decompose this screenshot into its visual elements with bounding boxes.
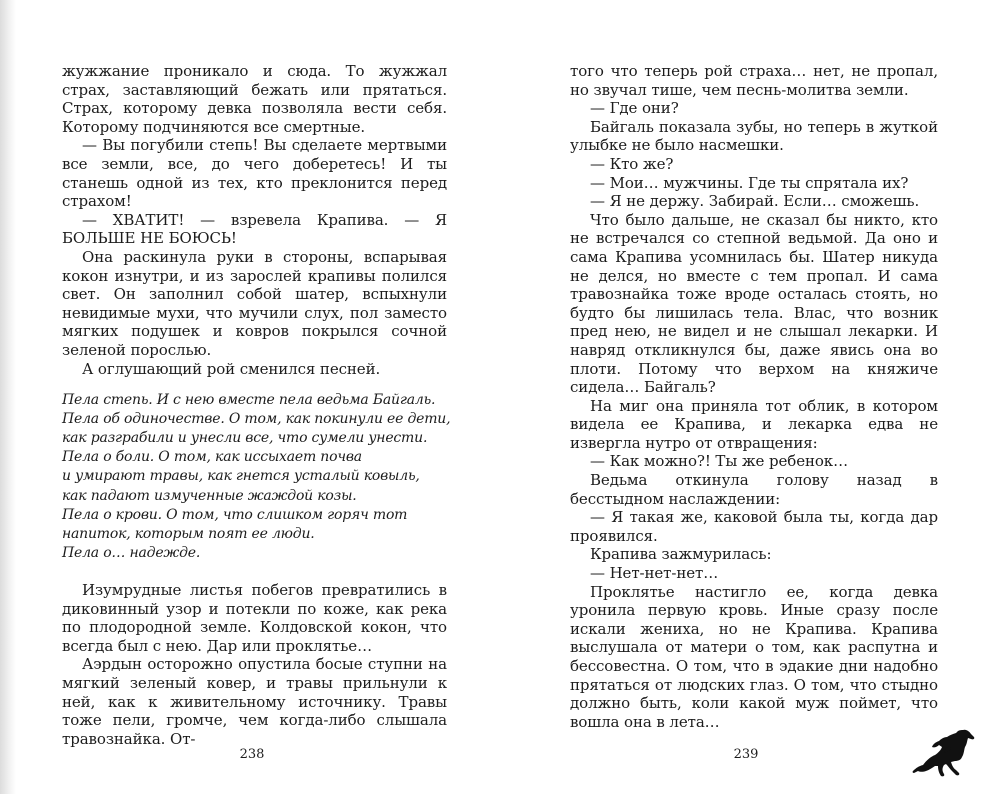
page-number-right: 239 (733, 747, 759, 762)
rearing-horse-icon (911, 728, 977, 778)
paragraph: Аэрдын осторожно опустила босые ступни на мягкий зеленый ковер, и травы прильнули к ней, как к живительному источнику. Травы тоже пели, громче, чем когда-либо слышала травознайка. От- (62, 655, 447, 748)
paragraph: Проклятье настигло ее, когда девка уронила первую кровь. Иные сразу после искали жениха, но не Крапива. Крапива выслушала от матери о том, как распутна и бессовестна. О том, что в эдакие дни надобно прятаться от людских глаз. О том, что стыдно должно быть, коли какой муж поймет, что вошла она в лета… (570, 582, 938, 731)
paragraph: — Как можно?! Ты же ребенок… (590, 452, 848, 471)
poem-line: как падают измученные жаждой козы. (62, 487, 357, 504)
paragraph: — Я не держу. Забирай. Если… сможешь. (590, 192, 920, 211)
paragraph: — Мои… мужчины. Где ты спрятала их? (590, 173, 909, 192)
book-spine-shadow (0, 0, 16, 794)
paragraph: Изумрудные листья побегов превратились в диковинный узор и потекли по коже, как река по плодородной земле. Колдовской кокон, что всегда был с нею. Дар или проклятье… (62, 580, 447, 655)
paragraph: жужжание проникало и сюда. То жужжал страх, заставляющий бежать или прятаться. Страх, которому девка позволяла вести себя. Которому подчиняются все смертные. (62, 62, 447, 136)
paragraph: Что было дальше, не сказал бы никто, кто не встречался со степной ведьмой. Да оно и сама Крапива усомнилась бы. Шатер никуда не делся, но вместе с тем пропал. И сама травознайка тоже вроде осталась стоять, но будто бы лишилась тела. Влас, что возник пред нею, не видел и не слышал лекарки. И навряд откликнулся бы, даже явись она во плоти. Потому что верхом на княжиче сидела… Байгаль? (570, 210, 938, 397)
paragraph: Байгаль показала зубы, но теперь в жуткой улыбке не было насмешки. (570, 117, 938, 155)
left-page (62, 62, 451, 748)
poem-line: Пела о боли. О том, как иссыхает почва (62, 449, 362, 466)
poem-line: как разграбили и унесли все, что сумели унести. (62, 430, 428, 447)
paragraph: А оглушающий рой сменился песней. (82, 359, 381, 378)
poem-line: Пела о крови. О том, что слишком горяч тот (62, 506, 408, 523)
poem-line: и умирают травы, как гнется усталый ковыль, (62, 468, 420, 485)
paragraph: — Где они? (590, 99, 679, 118)
right-page (570, 62, 938, 731)
paragraph: того что теперь рой страха… нет, не пропал, но звучал тише, чем песнь-молитва земли. (570, 62, 938, 99)
poem (62, 391, 451, 563)
paragraph: — Я такая же, каковой была ты, когда дар проявился. (570, 508, 938, 545)
paragraph: — Нет-нет-нет… (590, 564, 719, 583)
paragraph: — Кто же? (590, 154, 674, 173)
poem-line: Пела об одиночестве. О том, как покинули ее дети, (62, 411, 451, 428)
paragraph: Она раскинула руки в стороны, вспарывая кокон изнутри, и из зарослей крапивы полился свет. Он заполнил собой шатер, вспыхнули невидимые мухи, что мучили слух, пол заместо мягких подушек и ковров покрылся сочной зеленой порослью. (62, 247, 447, 359)
poem-line: Пела о… надежде. (62, 544, 201, 561)
paragraph: — ХВАТИТ! — взревела Крапива. — Я БОЛЬШЕ НЕ БОЮСЬ! (62, 210, 447, 248)
paragraph: Ведьма откинула голову назад в бесстыдном наслаждении: (570, 471, 938, 508)
poem-line: напиток, которым поят ее люди. (62, 525, 315, 542)
paragraph: Крапива зажмурилась: (590, 545, 772, 564)
poem-line: Пела степь. И с нею вместе пела ведьма Байгаль. (62, 392, 436, 409)
paragraph: На миг она приняла тот облик, в котором видела ее Крапива, и лекарка едва не изверглa нутро от отвращения: (570, 396, 938, 452)
paragraph: — Вы погубили степь! Вы сделаете мертвыми все земли, все, до чего доберетесь! И ты станешь одной из тех, кто преклонится перед страхом! (62, 136, 447, 211)
page-number-left: 238 (239, 747, 265, 762)
